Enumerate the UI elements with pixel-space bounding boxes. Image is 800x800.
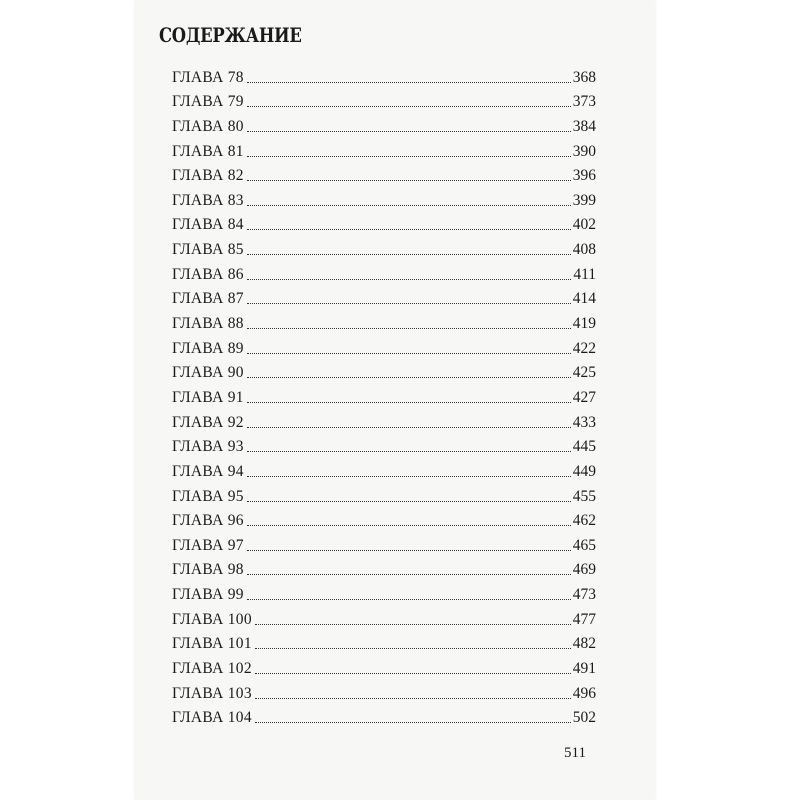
toc-entry-label: ГЛАВА 96 bbox=[172, 512, 244, 530]
toc-entry-label: ГЛАВА 95 bbox=[172, 487, 244, 505]
toc-entry bbox=[172, 656, 596, 681]
dot-leader bbox=[247, 204, 571, 206]
toc-entry bbox=[172, 607, 596, 632]
toc-entry-label: ГЛАВА 78 bbox=[172, 68, 244, 86]
toc-entry-label: ГЛАВА 89 bbox=[172, 339, 244, 357]
toc-entry-label: ГЛАВА 99 bbox=[172, 586, 244, 604]
toc-entry-label: ГЛАВА 102 bbox=[172, 660, 252, 678]
dot-leader bbox=[247, 598, 571, 600]
dot-leader bbox=[247, 549, 571, 551]
toc-entry-page: 408 bbox=[572, 241, 596, 259]
toc-entry-page: 462 bbox=[572, 512, 596, 530]
toc-entry-page: 427 bbox=[572, 388, 596, 406]
toc-entry bbox=[172, 237, 596, 262]
toc-entry-label: ГЛАВА 81 bbox=[172, 142, 244, 160]
dot-leader bbox=[255, 647, 571, 649]
toc-entry-page: 368 bbox=[572, 68, 596, 86]
dot-leader bbox=[247, 573, 571, 575]
toc-entry bbox=[172, 632, 596, 657]
toc-entry bbox=[172, 65, 596, 90]
toc-entry bbox=[172, 188, 596, 213]
toc-entry bbox=[172, 311, 596, 336]
toc-entry bbox=[172, 582, 596, 607]
toc-entry bbox=[172, 336, 596, 361]
toc-entry-label: ГЛАВА 82 bbox=[172, 167, 244, 185]
toc-entry bbox=[172, 213, 596, 238]
dot-leader bbox=[255, 623, 571, 625]
toc-entry-label: ГЛАВА 84 bbox=[172, 216, 244, 234]
toc-entry bbox=[172, 706, 596, 731]
toc-entry-page: 414 bbox=[572, 290, 596, 308]
toc-entry-page: 411 bbox=[573, 265, 596, 283]
toc-entry bbox=[172, 114, 596, 139]
contents-heading: СОДЕРЖАНИЕ bbox=[159, 23, 302, 47]
dot-leader bbox=[247, 130, 571, 132]
toc-entry bbox=[172, 164, 596, 189]
toc-entry-label: ГЛАВА 93 bbox=[172, 438, 244, 456]
toc-entry-page: 422 bbox=[572, 339, 596, 357]
toc-entry-page: 396 bbox=[572, 167, 596, 185]
toc-entry-label: ГЛАВА 80 bbox=[172, 117, 244, 135]
dot-leader bbox=[247, 500, 571, 502]
dot-leader bbox=[247, 352, 571, 354]
toc-entry bbox=[172, 533, 596, 558]
toc-entry-page: 482 bbox=[572, 635, 596, 653]
page-number: 511 bbox=[564, 745, 586, 761]
toc-entry-page: 445 bbox=[572, 438, 596, 456]
toc-entry-page: 419 bbox=[572, 315, 596, 333]
toc-entry-label: ГЛАВА 85 bbox=[172, 241, 244, 259]
dot-leader bbox=[247, 155, 571, 157]
toc-entry-page: 433 bbox=[572, 413, 596, 431]
toc-entry-page: 465 bbox=[572, 536, 596, 554]
toc-entry-label: ГЛАВА 92 bbox=[172, 413, 244, 431]
dot-leader bbox=[247, 302, 571, 304]
dot-leader bbox=[247, 475, 571, 477]
toc-entry-page: 399 bbox=[572, 191, 596, 209]
toc-entry bbox=[172, 385, 596, 410]
toc-entry-page: 502 bbox=[572, 709, 596, 727]
toc-entry bbox=[172, 262, 596, 287]
toc-entry-label: ГЛАВА 104 bbox=[172, 709, 252, 727]
toc-entry-label: ГЛАВА 83 bbox=[172, 191, 244, 209]
toc-entry-page: 455 bbox=[572, 487, 596, 505]
dot-leader bbox=[255, 721, 571, 723]
dot-leader bbox=[247, 105, 571, 107]
dot-leader bbox=[247, 179, 571, 181]
toc-entry-page: 402 bbox=[572, 216, 596, 234]
toc-entry-label: ГЛАВА 90 bbox=[172, 364, 244, 382]
dot-leader bbox=[255, 672, 571, 674]
toc-entry-page: 477 bbox=[572, 610, 596, 628]
toc-entry-page: 390 bbox=[572, 142, 596, 160]
toc-entry-label: ГЛАВА 100 bbox=[172, 610, 252, 628]
toc-entry bbox=[172, 287, 596, 312]
toc-entry bbox=[172, 410, 596, 435]
dot-leader bbox=[247, 401, 571, 403]
toc-entry-page: 496 bbox=[572, 684, 596, 702]
toc-entry-page: 373 bbox=[572, 93, 596, 111]
toc-entry-label: ГЛАВА 94 bbox=[172, 462, 244, 480]
toc-entry-label: ГЛАВА 103 bbox=[172, 684, 252, 702]
toc-entry-label: ГЛАВА 98 bbox=[172, 561, 244, 579]
dot-leader bbox=[247, 253, 571, 255]
dot-leader bbox=[247, 524, 571, 526]
toc-entry bbox=[172, 435, 596, 460]
toc-entry-page: 491 bbox=[572, 660, 596, 678]
toc-entry bbox=[172, 558, 596, 583]
toc-entry bbox=[172, 509, 596, 534]
toc-entry-label: ГЛАВА 97 bbox=[172, 536, 244, 554]
toc-entry-page: 384 bbox=[572, 117, 596, 135]
dot-leader bbox=[247, 450, 571, 452]
toc-entry bbox=[172, 139, 596, 164]
toc-entry bbox=[172, 361, 596, 386]
toc-entry bbox=[172, 459, 596, 484]
toc-entry bbox=[172, 484, 596, 509]
dot-leader bbox=[255, 697, 571, 699]
toc-entry bbox=[172, 90, 596, 115]
toc-entry-page: 469 bbox=[572, 561, 596, 579]
toc-entry-label: ГЛАВА 87 bbox=[172, 290, 244, 308]
toc-entry-label: ГЛАВА 101 bbox=[172, 635, 252, 653]
dot-leader bbox=[247, 228, 571, 230]
toc-entry-label: ГЛАВА 79 bbox=[172, 93, 244, 111]
toc-entry-label: ГЛАВА 86 bbox=[172, 265, 244, 283]
toc-entry-label: ГЛАВА 91 bbox=[172, 388, 244, 406]
dot-leader bbox=[247, 426, 571, 428]
toc-entry-page: 425 bbox=[572, 364, 596, 382]
dot-leader bbox=[247, 81, 571, 83]
dot-leader bbox=[247, 278, 571, 280]
toc-entry-page: 473 bbox=[572, 586, 596, 604]
toc-entry-page: 449 bbox=[572, 462, 596, 480]
toc-entry-label: ГЛАВА 88 bbox=[172, 315, 244, 333]
dot-leader bbox=[247, 327, 571, 329]
table-of-contents bbox=[172, 65, 596, 730]
dot-leader bbox=[247, 376, 571, 378]
toc-entry bbox=[172, 681, 596, 706]
